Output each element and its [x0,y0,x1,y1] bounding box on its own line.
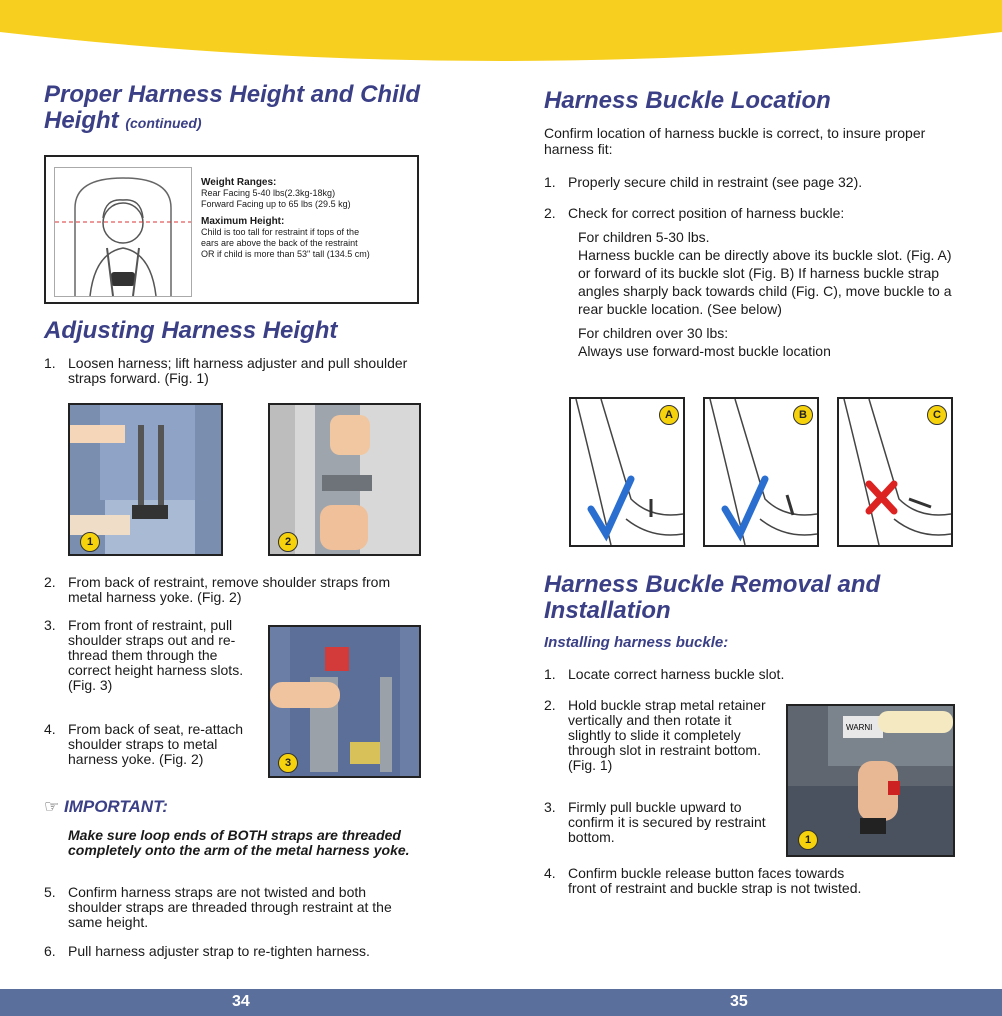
left-step-3: 3. From front of restraint, pull shoulder straps out and re-thread them through the correct height harness slots. (Fig. 3) [44,617,244,693]
sub-b-text: Always use forward-most buckle location [578,343,831,359]
fig-c [837,397,953,547]
max-height-line1: Child is too tall for restraint if tops of the [201,227,360,237]
seat-back-photo-illustration [270,405,419,554]
max-height-line2: ears are above the back of the restraint [201,238,358,248]
left-step-6: 6. Pull harness adjuster strap to re-tighten harness. [44,943,370,959]
top-yellow-band [0,0,1002,70]
installing-subheading: Installing harness buckle: [544,634,729,651]
fig-3-badge: 3 [278,753,298,773]
buckle-intro: Confirm location of harness buckle is correct, to insure proper harness fit: [544,125,926,157]
adjusting-harness-title: Adjusting Harness Height [44,317,338,344]
buckle-fig-1-badge: 1 [798,830,818,850]
sub-a-text: Harness buckle can be directly above its buckle slot. (Fig. A) or forward of its buckle slot (Fig. B) If harness buckle strap angles sharply back towards child (Fig. C), move buckle to a rear buckle location. (See below) [578,247,952,317]
right-step2-2: 2. Hold buckle strap metal retainer vertically and then rotate it slightly to slide it completely through slot in restraint bottom. (Fig. 1) [544,697,766,773]
forward-facing-range: Forward Facing up to 65 lbs (29.5 kg) [201,199,351,209]
right-step2-1: 1. Locate correct harness buckle slot. [544,666,785,682]
fig-1-badge: 1 [80,532,100,552]
info-text [201,177,416,260]
important-heading: ☞ IMPORTANT: [44,797,168,816]
pointing-hand-icon: ☞ [44,797,60,816]
weight-ranges-heading: Weight Ranges: [201,177,277,188]
title-suffix: (continued) [125,115,202,131]
fig-b-badge: B [793,405,813,425]
fig-2-badge: 2 [278,532,298,552]
page-number-right: 35 [730,993,748,1010]
right-step2-4: 4. Confirm buckle release button faces towards front of restraint and buckle strap is not twisted. [544,865,862,896]
left-page-title: Proper Harness Height and Child Height (continued) [44,81,421,134]
rear-facing-range: Rear Facing 5-40 lbs(2.3kg-18kg) [201,188,336,198]
important-note: Make sure loop ends of BOTH straps are threaded completely onto the arm of the metal harness yoke. [68,827,410,858]
fig-c-badge: C [927,405,947,425]
sub-a-title: For children 5-30 lbs. [578,229,710,245]
max-height-heading: Maximum Height: [201,216,285,227]
warning-label-text: WARNI [846,723,873,732]
buckle-location-title: Harness Buckle Location [544,87,831,114]
right-steps: 1. Properly secure child in restraint (see page 32). 2. Check for correct position of harness buckle: [544,174,863,221]
buckle-removal-title: Harness Buckle Removal and Installation [544,571,881,624]
right-step2-3: 3. Firmly pull buckle upward to confirm it is secured by restraint bottom. [544,799,766,845]
left-step-4: 4. From back of seat, re-attach shoulder straps to metal harness yoke. (Fig. 2) [44,721,244,767]
buckle-fig-1-photo [786,704,955,857]
child-illustration [54,167,192,297]
fig-a-badge: A [659,405,679,425]
fig-3-photo [268,625,421,778]
left-page [44,82,429,136]
weight-height-info-box [44,155,419,304]
fig-a [569,397,685,547]
fig-2-photo [268,403,421,556]
page-number-left: 34 [232,993,250,1010]
sub-b-title: For children over 30 lbs: [578,325,729,341]
buckle-guidance [578,228,963,360]
fig-1-photo [68,403,223,556]
left-step-5: 5. Confirm harness straps are not twisted and both shoulder straps are threaded through restraint at the same height. [44,884,392,930]
left-step-1: 1. Loosen harness; lift harness adjuster and pull shoulder straps forward. (Fig. 1) [44,355,408,386]
max-height-line3: OR if child is more than 53" tall (134.5 cm) [201,249,370,259]
page-footer [0,989,1002,1016]
fig-b [703,397,819,547]
left-step-2: 2. From back of restraint, remove shoulder straps from metal harness yoke. (Fig. 2) [44,574,391,605]
